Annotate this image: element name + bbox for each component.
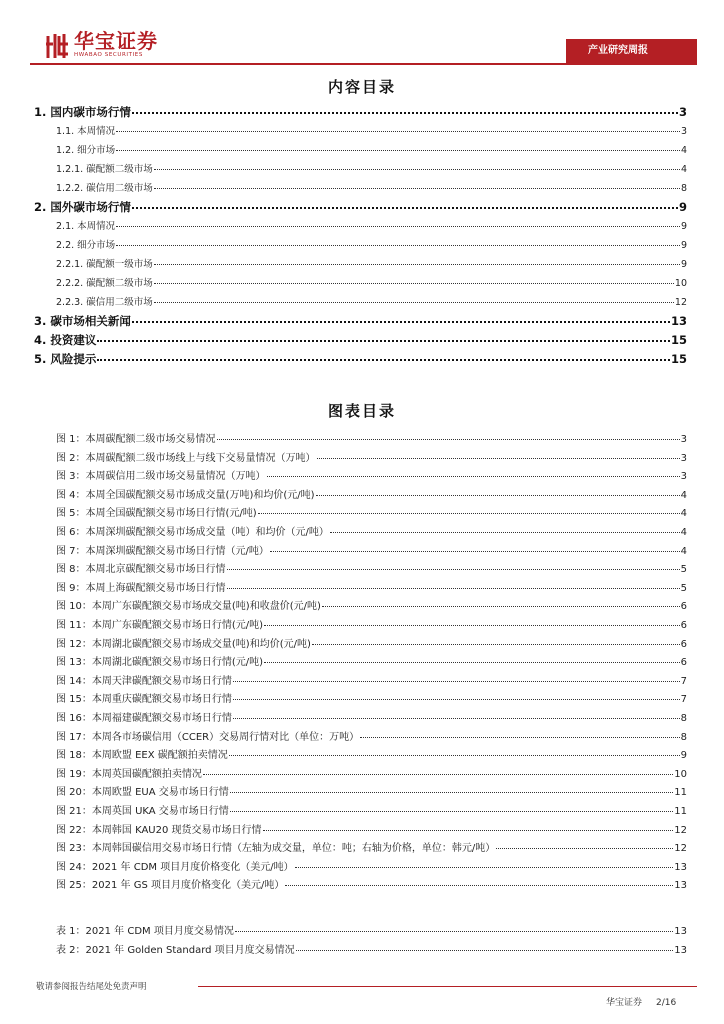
figure-entry[interactable] xyxy=(56,839,687,854)
entry-label: 图 9：本周上海碳配额交易市场日行情 xyxy=(56,582,226,594)
toc-section-entry[interactable] xyxy=(56,256,687,270)
entry-label: 图 16：本周福建碳配额交易市场日行情 xyxy=(56,713,232,724)
dot-leader xyxy=(154,162,680,170)
entry-label: 图 2：本周碳配额二级市场线上与线下交易量情况（万吨） xyxy=(56,452,316,464)
entry-label: 图 13：本周湖北碳配额交易市场日行情(元/吨) xyxy=(56,657,264,669)
dot-leader xyxy=(132,106,678,114)
entry-label: 图 19：本周英国碳配额拍卖情况 xyxy=(56,768,202,780)
figure-entry[interactable] xyxy=(56,690,687,705)
entry-page-number: 13 xyxy=(674,945,687,956)
dot-leader xyxy=(116,219,680,227)
entry-page-number: 3 xyxy=(680,452,687,464)
dot-leader xyxy=(227,581,680,589)
entry-label: 3. 碳市场相关新闻 xyxy=(34,314,131,328)
toc-chapter-entry[interactable] xyxy=(34,313,687,329)
figure-entry[interactable] xyxy=(56,783,687,798)
table-entry[interactable] xyxy=(56,922,687,937)
dot-leader xyxy=(295,860,674,868)
figure-entry[interactable] xyxy=(56,802,687,817)
entry-page-number: 9 xyxy=(680,221,687,232)
entry-page-number: 12 xyxy=(674,824,687,836)
entry-label: 图 24：2021 年 CDM 项目月度价格变化（美元/吨） xyxy=(56,861,294,873)
entry-page-number: 4 xyxy=(680,527,687,538)
entry-page-number: 13 xyxy=(674,861,687,873)
entry-label: 图 4：本周全国碳配额交易市场成交量(万吨)和均价(元/吨) xyxy=(56,489,315,501)
figure-entry[interactable] xyxy=(56,728,687,743)
hwabao-logo-icon xyxy=(44,30,70,60)
figure-entry[interactable] xyxy=(56,672,687,687)
figure-entry[interactable] xyxy=(56,858,687,873)
entry-page-number: 15 xyxy=(670,352,687,366)
table-entry[interactable] xyxy=(56,941,687,956)
figure-entry[interactable] xyxy=(56,560,687,575)
dot-leader xyxy=(233,692,680,700)
dot-leader xyxy=(258,506,680,514)
figure-entry[interactable] xyxy=(56,746,687,761)
entry-page-number: 3 xyxy=(678,105,687,119)
toc-chapter-entry[interactable] xyxy=(34,199,687,215)
entry-label: 1.2.1. 碳配额二级市场 xyxy=(56,164,153,175)
dot-leader xyxy=(116,143,680,151)
entry-label: 图 7：本周深圳碳配额交易市场日行情（元/吨） xyxy=(56,545,269,557)
dot-leader xyxy=(154,257,680,265)
dot-leader xyxy=(235,924,673,932)
dot-leader xyxy=(330,525,680,533)
entry-label: 2.2. 细分市场 xyxy=(56,240,116,251)
entry-page-number: 4 xyxy=(680,145,687,156)
dot-leader xyxy=(317,451,680,459)
entry-page-number: 4 xyxy=(680,545,687,557)
dot-leader xyxy=(263,823,674,831)
entry-page-number: 11 xyxy=(674,806,687,817)
figures-title: 图表目录 xyxy=(327,402,396,420)
entry-label: 图 12：本周湖北碳配额交易市场成交量(吨)和均价(元/吨) xyxy=(56,638,311,650)
toc-section-entry[interactable] xyxy=(56,142,687,156)
entry-label: 图 20：本周欧盟 EUA 交易市场日行情 xyxy=(56,787,229,799)
entry-label: 2. 国外碳市场行情 xyxy=(34,200,131,214)
entry-page-number: 7 xyxy=(680,675,687,687)
entry-label: 2.1. 本周情况 xyxy=(56,221,116,232)
entry-page-number: 6 xyxy=(680,638,687,650)
dot-leader xyxy=(270,544,680,552)
entry-page-number: 8 xyxy=(680,713,687,724)
figure-entry[interactable] xyxy=(56,542,687,557)
entry-label: 图 14：本周天津碳配额交易市场日行情 xyxy=(56,675,232,687)
entry-page-number: 9 xyxy=(680,259,687,270)
entry-page-number: 13 xyxy=(674,880,687,892)
entry-label: 图 18：本周欧盟 EEX 碳配额拍卖情况 xyxy=(56,750,228,762)
entry-page-number: 6 xyxy=(680,657,687,669)
entry-label: 1. 国内碳市场行情 xyxy=(34,105,131,119)
toc-section-entry[interactable] xyxy=(56,237,687,251)
dot-leader xyxy=(154,295,674,303)
dot-leader xyxy=(154,276,674,284)
dot-leader xyxy=(217,432,680,440)
figure-entry[interactable] xyxy=(56,579,687,594)
figure-entry[interactable] xyxy=(56,504,687,519)
logo-chinese-name: 华宝证券 xyxy=(74,29,158,53)
entry-label: 1.1. 本周情况 xyxy=(56,126,116,137)
entry-page-number: 12 xyxy=(674,297,687,308)
entry-page-number: 10 xyxy=(674,278,687,289)
entry-label: 表 2：2021 年 Golden Standard 项目月度交易情况 xyxy=(56,945,295,956)
entry-label: 图 8：本周北京碳配额交易市场日行情 xyxy=(56,564,226,576)
toc-section-entry[interactable] xyxy=(56,180,687,194)
figure-entry[interactable] xyxy=(56,523,687,538)
entry-label: 图 11：本周广东碳配额交易市场日行情(元/吨) xyxy=(56,620,264,631)
entry-page-number: 3 xyxy=(680,126,687,137)
entry-page-number: 4 xyxy=(680,489,687,501)
figure-entry[interactable] xyxy=(56,486,687,501)
entry-label: 图 25：2021 年 GS 项目月度价格变化（美元/吨） xyxy=(56,880,285,892)
entry-label: 1.2. 细分市场 xyxy=(56,145,116,156)
report-type-tag: 产业研究周报 xyxy=(566,39,697,63)
entry-label: 2.2.2. 碳配额二级市场 xyxy=(56,278,153,289)
entry-page-number: 15 xyxy=(670,333,687,347)
figure-entry[interactable] xyxy=(56,430,687,445)
toc-section-entry[interactable] xyxy=(56,218,687,232)
dot-leader xyxy=(316,488,680,496)
entry-page-number: 11 xyxy=(674,787,687,799)
entry-page-number: 8 xyxy=(680,183,687,194)
entry-label: 2.2.3. 碳信用二级市场 xyxy=(56,297,153,308)
entry-label: 图 10：本周广东碳配额交易市场成交量(吨)和收盘价(元/吨) xyxy=(56,601,321,613)
toc-chapter-entry[interactable] xyxy=(34,332,687,348)
figure-entry[interactable] xyxy=(56,449,687,464)
entry-label: 图 17：本周各市场碳信用（CCER）交易周行情对比（单位：万吨） xyxy=(56,731,360,743)
dot-leader xyxy=(322,599,680,607)
entry-page-number: 9 xyxy=(678,200,687,214)
figure-entry[interactable] xyxy=(56,765,687,780)
toc-section-entry[interactable] xyxy=(56,161,687,175)
entry-label: 图 5：本周全国碳配额交易市场日行情(元/吨) xyxy=(56,508,257,520)
dot-leader xyxy=(97,334,670,342)
dot-leader xyxy=(267,469,680,477)
footer-disclaimer: 敬请参阅报告结尾处免责声明 xyxy=(36,982,147,992)
footer-divider xyxy=(198,986,697,987)
contents-title: 内容目录 xyxy=(327,78,396,96)
entry-page-number: 7 xyxy=(680,694,687,706)
entry-label: 图 1：本周碳配额二级市场交易情况 xyxy=(56,434,216,445)
entry-page-number: 13 xyxy=(674,926,687,937)
entry-page-number: 6 xyxy=(680,620,687,631)
entry-page-number: 12 xyxy=(674,843,687,855)
figure-entry[interactable] xyxy=(56,467,687,482)
entry-page-number: 9 xyxy=(680,750,687,762)
figure-entry[interactable] xyxy=(56,876,687,891)
dot-leader xyxy=(116,238,680,246)
dot-leader xyxy=(230,785,674,793)
entry-label: 2.2.1. 碳配额一级市场 xyxy=(56,259,153,270)
dot-leader xyxy=(233,674,680,682)
toc-chapter-entry[interactable] xyxy=(34,104,687,120)
figure-entry[interactable] xyxy=(56,635,687,650)
toc-section-entry[interactable] xyxy=(56,294,687,308)
figure-entry[interactable] xyxy=(56,616,687,631)
entry-label: 4. 投资建议 xyxy=(34,333,97,347)
dot-leader xyxy=(296,943,674,951)
company-logo xyxy=(44,30,158,60)
entry-page-number: 6 xyxy=(680,601,687,613)
footer-company: 华宝证券 xyxy=(606,998,643,1008)
entry-page-number: 9 xyxy=(680,240,687,251)
entry-label: 5. 风险提示 xyxy=(34,352,97,366)
dot-leader xyxy=(154,181,680,189)
entry-page-number: 4 xyxy=(680,164,687,175)
entry-label: 图 3：本周碳信用二级市场交易量情况（万吨） xyxy=(56,471,266,483)
dot-leader xyxy=(496,841,673,849)
dot-leader xyxy=(132,315,670,323)
dot-leader xyxy=(132,201,678,209)
dot-leader xyxy=(229,748,680,756)
footer-page-number: 2/16 xyxy=(656,998,677,1008)
entry-label: 图 21：本周英国 UKA 交易市场日行情 xyxy=(56,806,229,817)
entry-page-number: 8 xyxy=(680,731,687,743)
figure-entry[interactable] xyxy=(56,653,687,668)
entry-label: 图 15：本周重庆碳配额交易市场日行情 xyxy=(56,694,232,706)
figure-entry[interactable] xyxy=(56,709,687,724)
toc-chapter-entry[interactable] xyxy=(34,351,687,367)
entry-label: 图 22：本周韩国 KAU20 现货交易市场日行情 xyxy=(56,824,262,836)
dot-leader xyxy=(264,655,680,663)
footer-page-info xyxy=(606,995,676,1008)
entry-page-number: 13 xyxy=(670,314,687,328)
dot-leader xyxy=(233,711,680,719)
entry-page-number: 3 xyxy=(680,471,687,483)
entry-label: 图 23：本周韩国碳信用交易市场日行情（左轴为成交量，单位：吨；右轴为价格，单位：韩元/吨） xyxy=(56,843,496,855)
entry-page-number: 4 xyxy=(680,508,687,520)
entry-page-number: 5 xyxy=(680,582,687,594)
entry-label: 1.2.2. 碳信用二级市场 xyxy=(56,183,153,194)
figure-entry[interactable] xyxy=(56,821,687,836)
dot-leader xyxy=(264,618,680,626)
entry-page-number: 3 xyxy=(680,434,687,445)
logo-english-name: HWABAO SECURITIES xyxy=(74,52,143,58)
toc-section-entry[interactable] xyxy=(56,275,687,289)
dot-leader xyxy=(285,878,673,886)
entry-page-number: 10 xyxy=(674,768,687,780)
header-divider xyxy=(30,63,697,65)
dot-leader xyxy=(360,730,679,738)
dot-leader xyxy=(116,124,680,132)
entry-label: 表 1：2021 年 CDM 项目月度交易情况 xyxy=(56,926,234,937)
dot-leader xyxy=(227,562,680,570)
entry-page-number: 5 xyxy=(680,564,687,576)
entry-label: 图 6：本周深圳碳配额交易市场成交量（吨）和均价（元/吨） xyxy=(56,527,329,538)
figure-entry[interactable] xyxy=(56,597,687,612)
toc-section-entry[interactable] xyxy=(56,123,687,137)
dot-leader xyxy=(230,804,673,812)
dot-leader xyxy=(97,353,670,361)
dot-leader xyxy=(312,637,680,645)
dot-leader xyxy=(203,767,673,775)
